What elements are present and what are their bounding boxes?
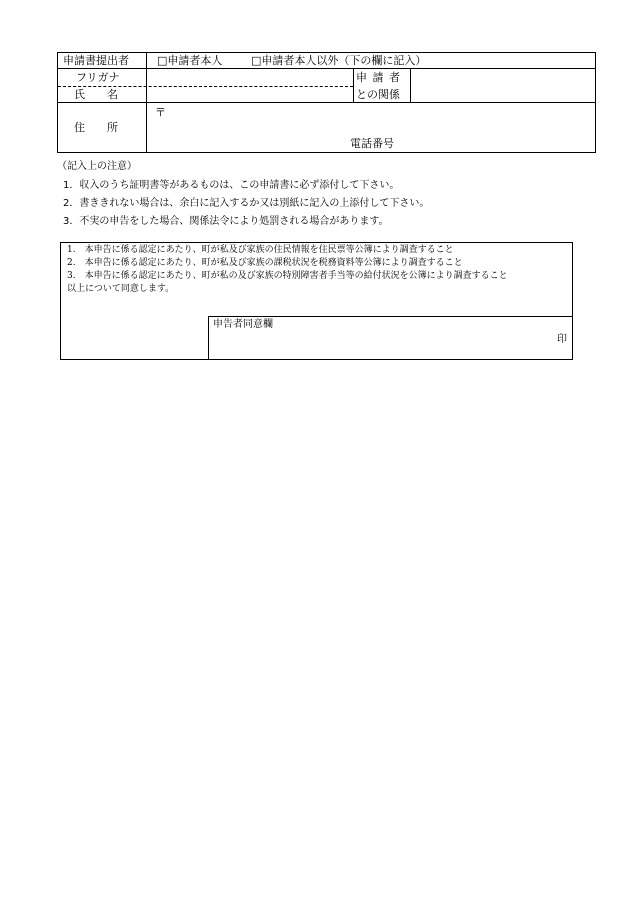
label-column-divider (146, 53, 147, 152)
consent-line-4: 以上について同意します。 (67, 284, 175, 294)
furigana-label: フリガナ (76, 71, 120, 84)
name-label: 氏 名 (74, 88, 118, 101)
row-divider-name (58, 102, 595, 103)
relation-label-right-divider (410, 68, 411, 102)
address-label: 住 所 (74, 121, 118, 134)
phone-label: 電話番号 (350, 137, 394, 150)
seal-mark: 印 (557, 334, 567, 345)
relation-label-line2: との関係 (356, 88, 400, 101)
phone-field[interactable] (403, 135, 588, 151)
consent-line-3: 3. 本申告に係る認定にあたり、町が私の及び家族の特別障害者手当等の給付状況を公簿により調査すること (67, 271, 508, 281)
note-item-3: 3．不実の申告をした場合、関係法令により処罰される場合があります。 (63, 216, 389, 227)
postal-mark: 〒 (155, 106, 166, 119)
submitter-label: 申請書提出者 (63, 54, 129, 67)
consent-box (60, 242, 573, 360)
notes-title: （記入上の注意） (57, 161, 137, 172)
consent-line-1: 1. 本申告に係る認定にあたり、町が私及び家族の住民情報を住民票等公簿により調査すること (67, 245, 454, 255)
consent-signature-box[interactable] (208, 316, 573, 360)
option-self-checkbox[interactable]: □申請者本人 (157, 54, 223, 67)
note-item-1: 1．収入のうち証明書等があるものは、この申請書に必ず添付して下さい。 (63, 180, 400, 191)
name-field[interactable] (148, 87, 352, 101)
note-item-2: 2．書ききれない場合は、余白に記入するか又は別紙に記入の上添付して下さい。 (63, 198, 430, 209)
sign-label: 申告者同意欄 (213, 319, 273, 330)
relation-field[interactable] (412, 69, 594, 101)
relation-label-left-divider (353, 68, 354, 102)
furigana-field[interactable] (148, 69, 352, 85)
option-other-checkbox[interactable]: □申請者本人以外（下の欄に記入） (251, 54, 427, 67)
relation-label-line1: 申 請 者 (356, 71, 401, 84)
consent-line-2: 2. 本申告に係る認定にあたり、町が私及び家族の課税状況を税務資料等公簿により調査すること (67, 258, 463, 268)
address-field[interactable] (168, 105, 588, 133)
applicant-form-table (57, 52, 596, 153)
